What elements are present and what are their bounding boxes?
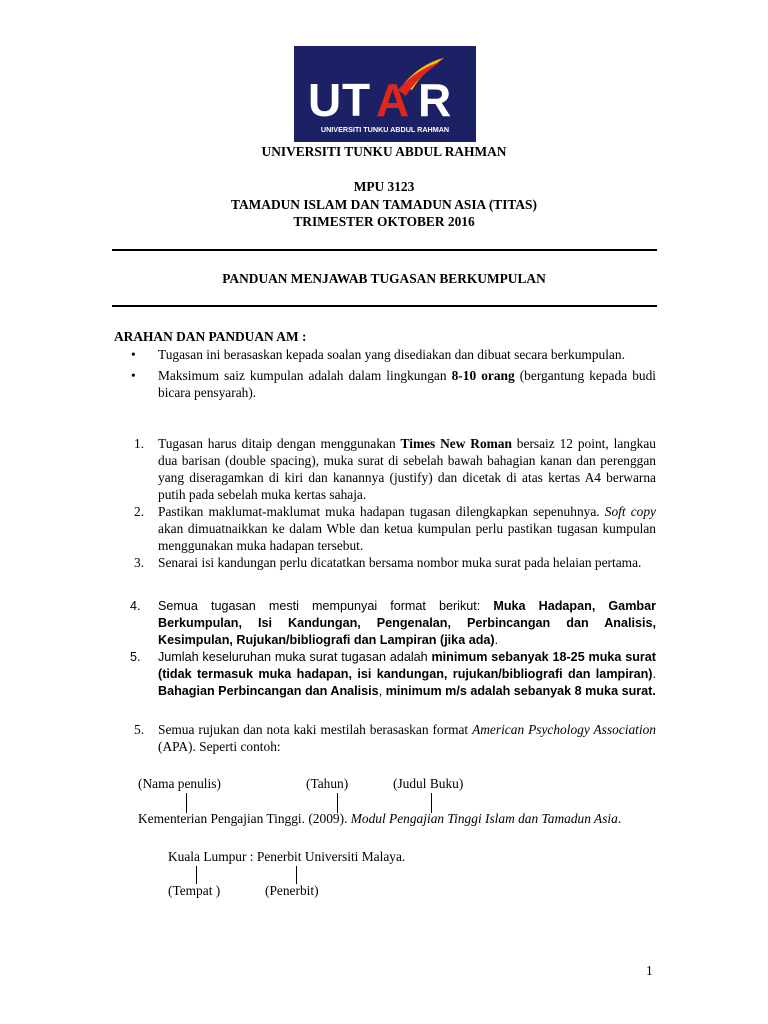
logo-letter-t: T <box>342 74 371 126</box>
document-title: PANDUAN MENJAWAB TUGASAN BERKUMPULAN <box>222 271 546 286</box>
bullet-text-end: (bergantung kepada budi bicara pensyarah). <box>158 368 656 400</box>
item-number: 4. <box>130 599 141 613</box>
divider-top <box>112 249 657 251</box>
item-text: Pastikan maklumat-maklumat muka hadapan tugasan dilengkapkan sepenuhnya. <box>158 504 605 519</box>
list-item <box>114 435 656 503</box>
label-title: (Judul Buku) <box>393 776 464 791</box>
general-bullet-list <box>114 346 656 405</box>
item-bold-text-2: Bahagian Perbincangan dan Analisis <box>158 684 379 698</box>
bullet-item <box>114 346 656 363</box>
item-text: Jumlah keseluruhan muka surat tugasan adalah <box>158 650 432 664</box>
page-number: 1 <box>646 963 653 978</box>
numbered-list-c <box>114 721 656 755</box>
label-place: (Tempat ) <box>168 883 221 898</box>
item-bold-text-3: minimum m/s adalah sebanyak 8 muka surat. <box>385 684 656 698</box>
list-item <box>114 649 656 700</box>
item-text: Senarai isi kandungan perlu dicatatkan bersama nombor muka surat pada helaian pertama. <box>158 555 642 570</box>
university-name: UNIVERSITI TUNKU ABDUL RAHMAN <box>261 144 507 159</box>
bullet-item <box>114 367 656 401</box>
list-item <box>114 598 656 649</box>
utar-logo-mark <box>294 46 476 142</box>
item-text-end: akan dimuatnaikkan ke dalam Wble dan ketua kumpulan perlu pastikan tugasan kumpulan menggunakan muka hadapan tersebut. <box>158 521 656 553</box>
item-text-end: (APA). Seperti contoh: <box>158 739 281 754</box>
reference-text: Kementerian Pengajian Tinggi. (2009). <box>138 811 351 826</box>
logo-letter-u: U <box>308 74 342 126</box>
bullet-dot: • <box>131 347 136 362</box>
item-bold-text: minimum sebanyak 18-25 muka surat (tidak termasuk muka hadapan, isi kandungan, rujukan/bibliografi dan lampiran) <box>158 650 656 681</box>
divider-bottom <box>112 305 657 307</box>
item-text-end: bersaiz 12 point, langkau dua barisan (double spacing), muka surat di sebelah bawah bahagian kanan dan perenggan yang diseragamkan di kiri dan kanannya (justify) dan dicetak di atas kertas A4 berwarna putih pada sebelah muka kertas sahaja. <box>158 436 656 502</box>
reference-line-2: Kuala Lumpur : Penerbit Universiti Malaya. <box>168 849 406 864</box>
item-bold-text: Muka Hadapan, Gambar Berkumpulan, Isi Kandungan, Pengenalan, Perbincangan dan Analisis, Kesimpulan, Rujukan/bibliografi dan Lampiran (jika ada) <box>158 599 656 647</box>
bullet-dot: • <box>131 368 136 383</box>
label-year: (Tahun) <box>306 776 349 791</box>
course-name: TAMADUN ISLAM DAN TAMADUN ASIA (TITAS) <box>231 197 537 212</box>
logo-letter-a: A <box>376 74 410 126</box>
item-text: Semua rujukan dan nota kaki mestilah berasaskan format <box>158 722 473 737</box>
item-text-end: . <box>494 633 499 647</box>
item-text-mid: . <box>652 667 656 681</box>
bullet-text: Tugasan ini berasaskan kepada soalan yang disediakan dan dibuat secara berkumpulan. <box>158 347 625 362</box>
item-number: 5. <box>134 722 145 737</box>
trimester: TRIMESTER OKTOBER 2016 <box>293 214 475 229</box>
item-text: Semua tugasan mesti mempunyai format berikut: <box>158 599 494 613</box>
item-number: 5. <box>130 650 141 664</box>
numbered-list-b <box>114 598 656 700</box>
reference-book-title: Modul Pengajian Tinggi Islam dan Tamadun Asia <box>350 811 618 826</box>
bullet-bold-text: 8-10 orang <box>451 368 515 383</box>
item-text-mid-2: , <box>378 684 386 698</box>
numbered-list-a <box>114 435 656 571</box>
list-item <box>114 554 656 571</box>
utar-logo <box>294 46 476 142</box>
item-number: 3. <box>134 555 145 570</box>
course-code: MPU 3123 <box>353 179 415 194</box>
logo-letter-r: R <box>418 74 452 126</box>
reference-text-end: . <box>617 811 622 826</box>
list-item <box>114 721 656 755</box>
logo-subtitle: UNIVERSITI TUNKU ABDUL RAHMAN <box>320 125 450 134</box>
section-heading: ARAHAN DAN PANDUAN AM : <box>114 329 307 344</box>
item-italic-text: Soft copy <box>604 504 656 519</box>
item-text: Tugasan harus ditaip dengan menggunakan <box>158 436 401 451</box>
item-number: 1. <box>134 436 145 451</box>
item-italic-text: American Psychology Association <box>472 722 656 737</box>
reference-entry <box>138 810 658 827</box>
bullet-text: Maksimum saiz kumpulan adalah dalam lingkungan <box>158 368 452 383</box>
label-author: (Nama penulis) <box>138 776 221 791</box>
list-item <box>114 503 656 554</box>
item-number: 2. <box>134 504 145 519</box>
item-bold-text: Times New Roman <box>400 436 512 451</box>
label-publisher: (Penerbit) <box>265 883 319 898</box>
